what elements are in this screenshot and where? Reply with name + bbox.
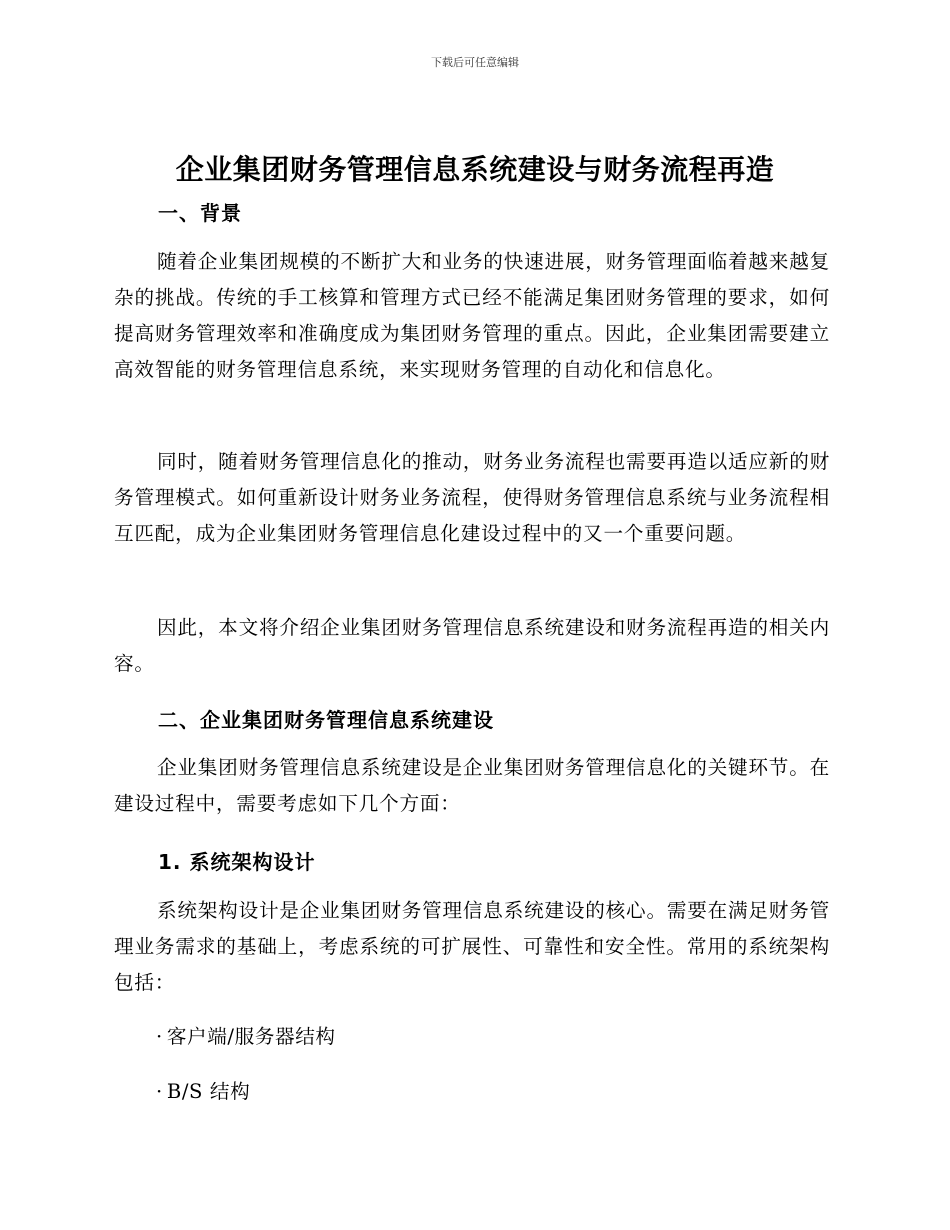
bullet-marker: · <box>156 1025 163 1048</box>
paragraph-background-3: 因此，本文将介绍企业集团财务管理信息系统建设和财务流程再造的相关内容。 <box>114 616 830 675</box>
section-heading-system-construction: 二、企业集团财务管理信息系统建设 <box>158 708 494 732</box>
list-item <box>156 1074 250 1110</box>
paragraph-background-2: 同时，随着财务管理信息化的推动，财务业务流程也需要再造以适应新的财务管理模式。如何重新设计财务业务流程，使得财务管理信息系统与业务流程相互匹配，成为企业集团财务管理信息化建设过程中的又一个重要问题。 <box>114 450 830 545</box>
subsection-heading-architecture: 1. 系统架构设计 <box>158 850 316 874</box>
list-item-text: B/S 结构 <box>166 1080 251 1103</box>
list-item-text: 客户端/服务器结构 <box>166 1025 336 1048</box>
header-note: 下载后可任意编辑 <box>431 56 519 69</box>
section-heading-background: 一、背景 <box>158 201 242 225</box>
document-title: 企业集团财务管理信息系统建设与财务流程再造 <box>175 153 775 186</box>
bullet-marker: · <box>156 1080 163 1103</box>
paragraph-background-1: 随着企业集团规模的不断扩大和业务的快速进展，财务管理面临着越来越复杂的挑战。传统的手工核算和管理方式已经不能满足集团财务管理的要求，如何提高财务管理效率和准确度成为集团财务管理的重点。因此，企业集团需要建立高效智能的财务管理信息系统，来实现财务管理的自动化和信息化。 <box>114 250 830 381</box>
paragraph-architecture: 系统架构设计是企业集团财务管理信息系统建设的核心。需要在满足财务管理业务需求的基础上，考虑系统的可扩展性、可靠性和安全性。常用的系统架构包括： <box>114 899 830 994</box>
paragraph-system-construction: 企业集团财务管理信息系统建设是企业集团财务管理信息化的关键环节。在建设过程中，需要考虑如下几个方面： <box>114 756 830 815</box>
list-item <box>156 1019 336 1055</box>
